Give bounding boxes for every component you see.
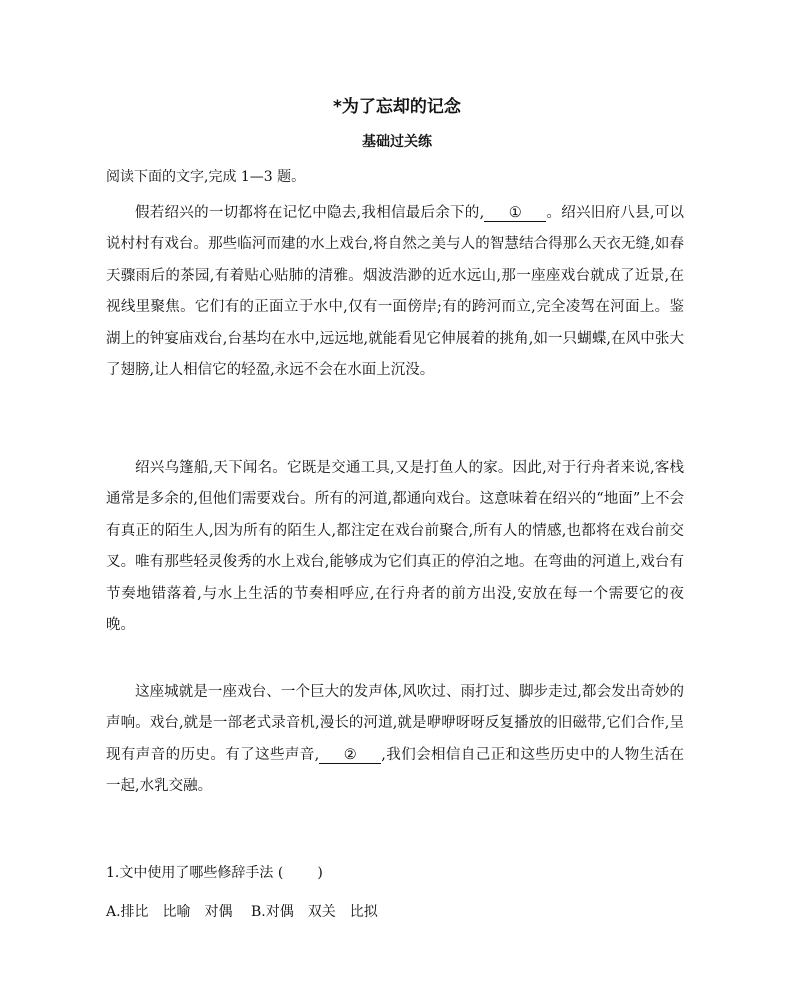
reading-instruction: 阅读下面的文字,完成 1—3 题。 (106, 169, 306, 185)
passage-paragraph-2: 绍兴乌篷船,天下闻名。它既是交通工具,又是打鱼人的家。因此,对于行舟者来说,客栈通常是多余的,但他们需要戏台。所有的河道,都通向戏台。这意味着在绍兴的“地面”上不会有真正的陌生人,因为所有的陌生人,都注定在戏台前聚合,所有人的情感,也都将在戏台前交叉。唯有那些轻灵俊秀的水上戏台,能够成为它们真正的停泊之地。在弯曲的河道上,戏台有节奏地错落着,与水上生活的节奏相呼应,在行舟者的前方出没,安放在每一个需要它的夜晚。 (106, 460, 684, 634)
question-1-options: A.排比 比喻 对偶 B.对偶 双关 比拟 (106, 904, 378, 920)
blank-2: ② (319, 747, 381, 764)
paragraph-1-text-b: 。绍兴旧府八县,可以说村村有戏台。那些临河而建的水上戏台,将自然之美与人的智慧结合得那么天衣无缝,如春天骤雨后的茶园,有着贴心贴肺的清雅。烟波浩渺的近水远山,那一座座戏台就成了近景,在视线里聚焦。它们有的正面立于水中,仅有一面傍岸;有的跨河而立,完全凌驾在河面上。鉴湖上的钟宴庙戏台,台基均在水中,远远地,就能看见它伸展着的挑角,如一只蝴蝶,在风中张大了翅膀,让人相信它的轻盈,永远不会在水面上沉没。 (106, 205, 685, 379)
question-1-text: 1.文中使用了哪些修辞手法 (106, 865, 274, 881)
paren-close: ) (317, 865, 323, 881)
question-1 (106, 862, 327, 882)
passage-paragraph-1 (106, 198, 684, 386)
paragraph-1-text-a: 假若绍兴的一切都将在记忆中隐去,我相信最后余下的, (135, 205, 485, 221)
paragraph-3-text-a: 这座城就是一座戏台、一个巨大的发声体,风吹过、雨打过、脚步走过,都会发出奇妙的声响。戏台,就是一部老式录音机,漫长的河道,就是咿咿呀呀反复播放的旧磁带,它们合作,呈现有声音的历史。有了这些声音, (106, 684, 684, 763)
passage-paragraph-3 (106, 677, 684, 803)
paragraph-3-text-b: ,我们会相信自己正和这些历史中的人物生活在一起,水乳交融。 (106, 746, 685, 795)
blank-1: ① (484, 205, 546, 222)
answer-blank[interactable] (273, 865, 327, 881)
paren-open: ( (277, 865, 284, 881)
section-subtitle: 基础过关练 (362, 134, 432, 150)
page-title: *为了忘却的记念 (333, 97, 461, 117)
